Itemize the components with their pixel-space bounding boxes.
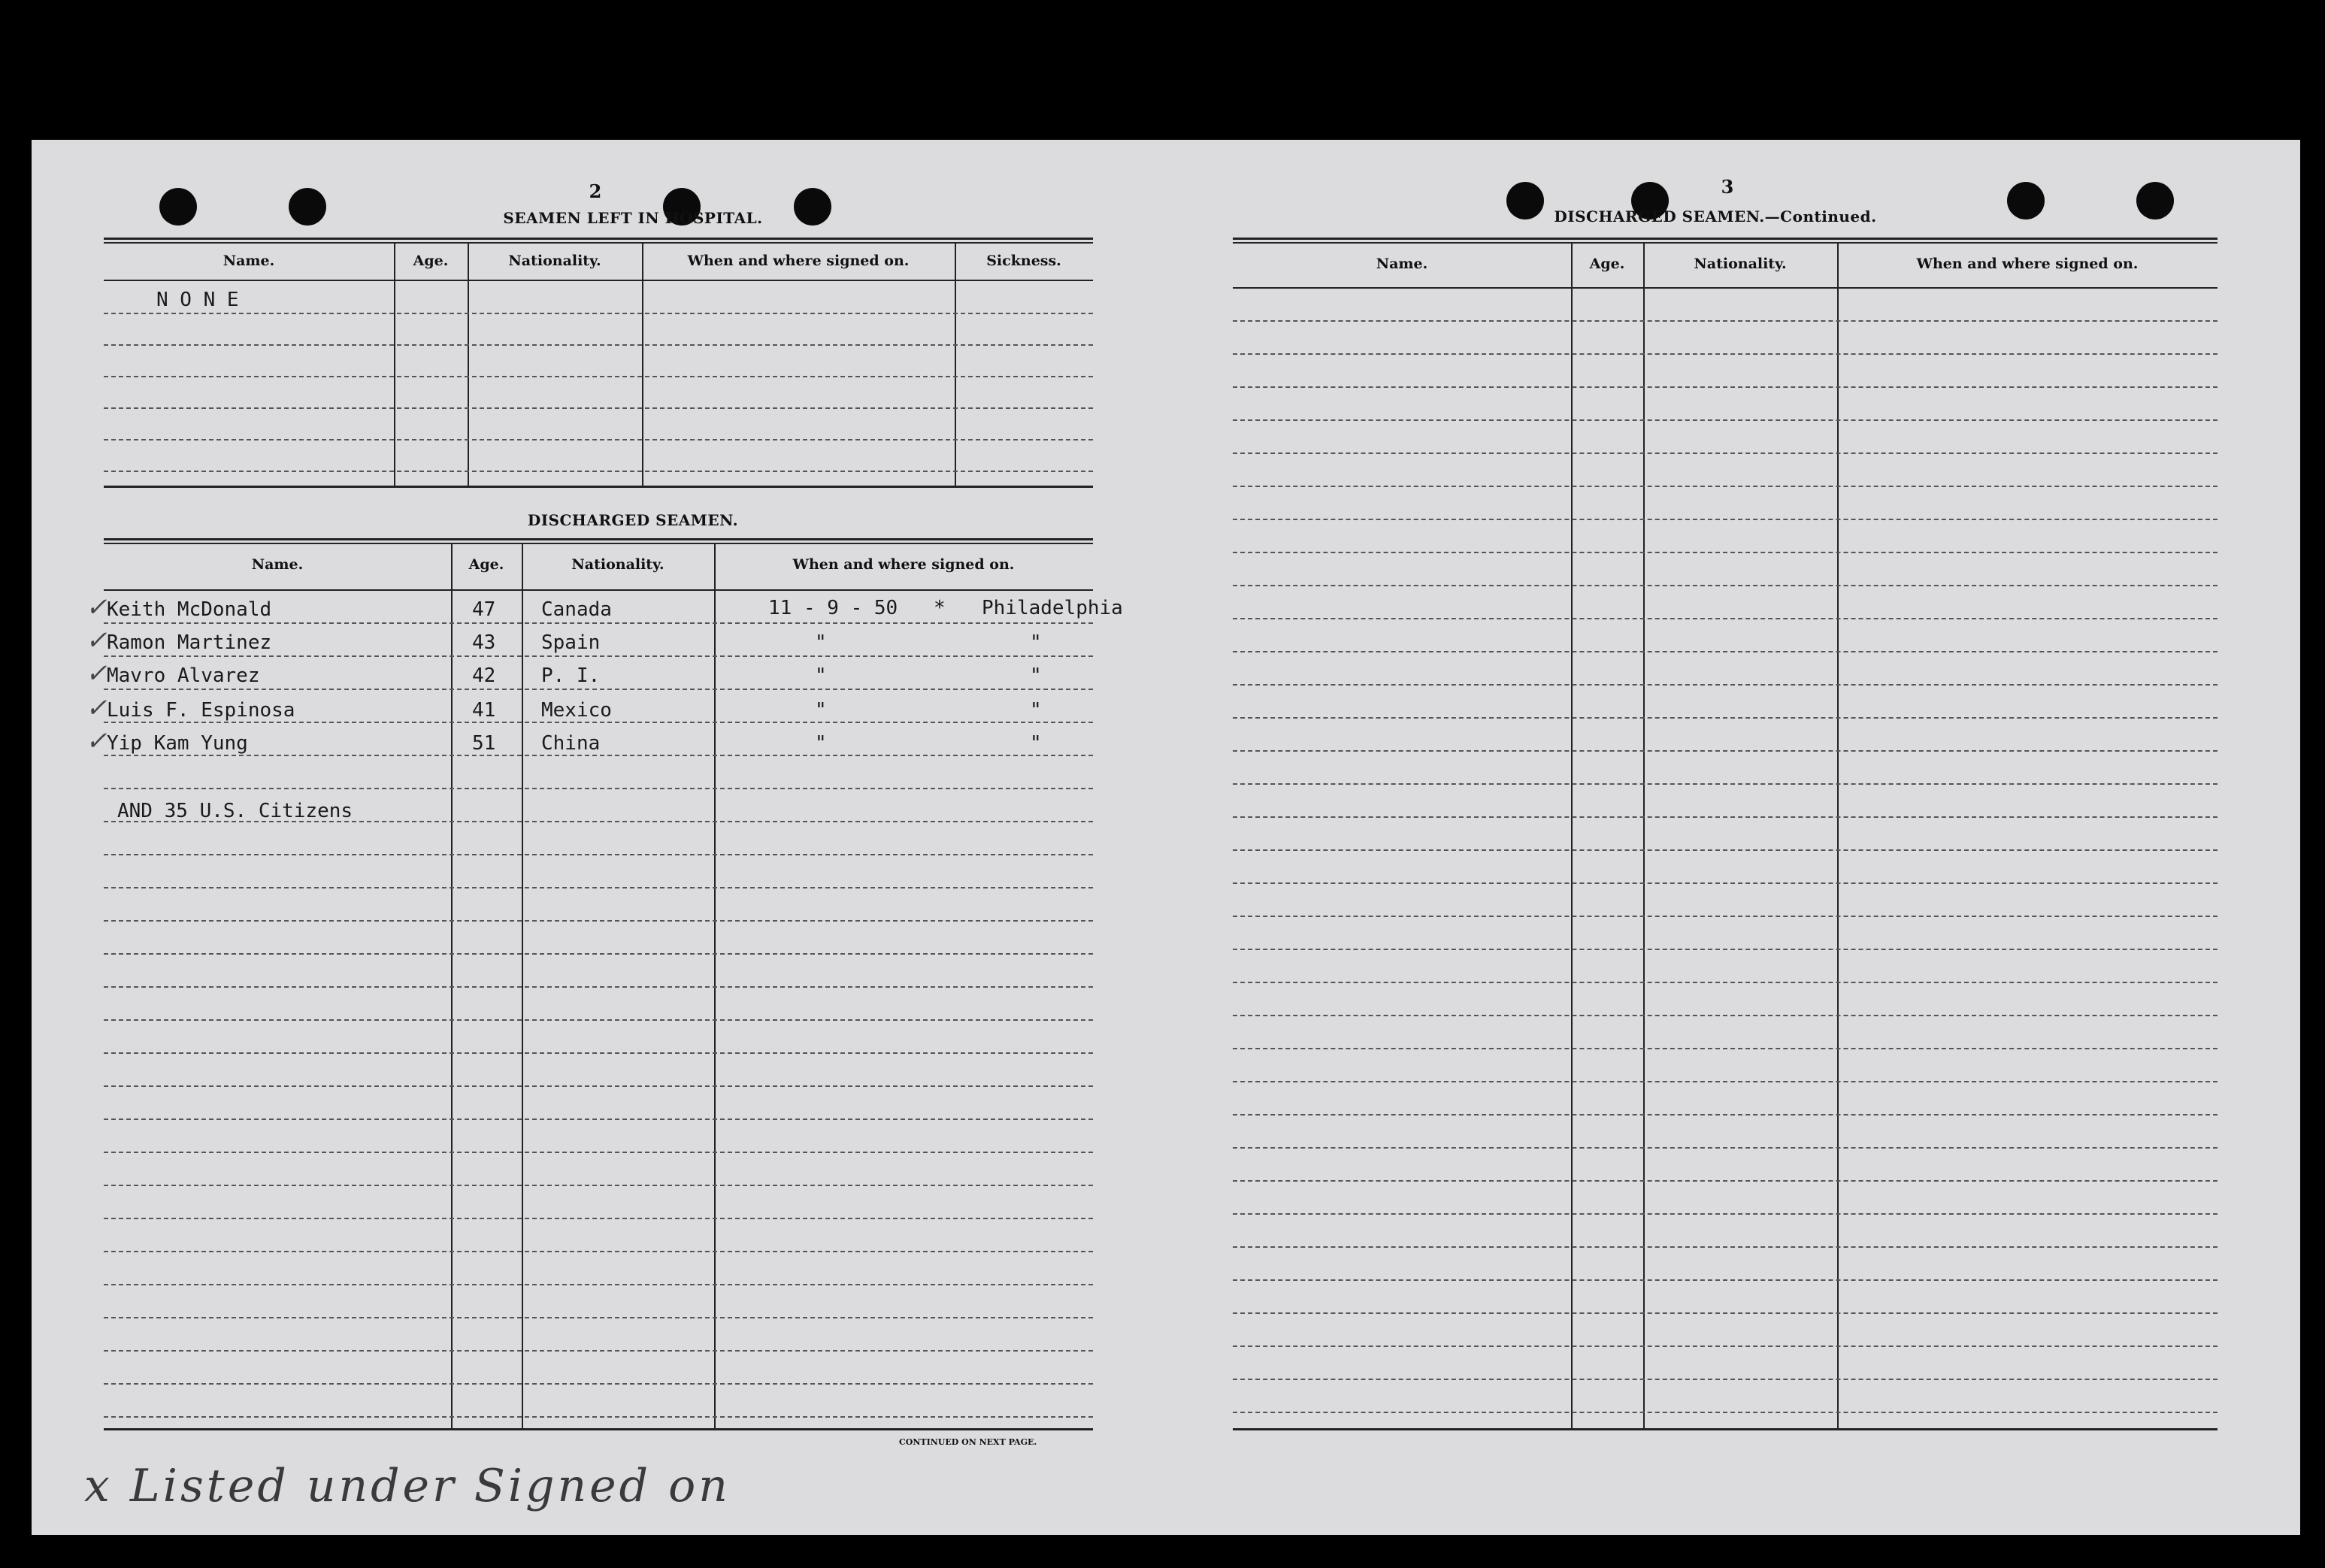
- seaman-name: Mavro Alvarez: [107, 664, 260, 687]
- punch-hole: [289, 188, 326, 226]
- hospital-table: [104, 238, 1093, 493]
- seaman-name: Yip Kam Yung: [107, 732, 248, 755]
- signed-place: Philadelphia: [982, 597, 1123, 619]
- check-mark: ✓: [86, 693, 107, 723]
- column-header-age: Age.: [1589, 256, 1625, 272]
- seaman-nationality: Mexico: [541, 699, 612, 722]
- discharged-table: [86, 538, 1123, 1434]
- seaman-nationality: Spain: [541, 631, 601, 654]
- column-header-signed-on: When and where signed on.: [792, 556, 1015, 573]
- column-header-sickness: Sickness.: [986, 253, 1061, 269]
- check-mark: ✓: [86, 726, 107, 756]
- signed-place: ": [1030, 664, 1042, 687]
- signed-date: 11 - 9 - 50: [768, 597, 898, 619]
- seaman-nationality: Canada: [541, 598, 612, 621]
- discharged-continued-title: DISCHARGED SEAMEN.—Continued.: [1554, 207, 1877, 226]
- column-header-age: Age.: [413, 253, 449, 269]
- column-header-signed-on: When and where signed on.: [1916, 256, 2139, 272]
- seaman-nationality: P. I.: [541, 664, 601, 687]
- column-header-name: Name.: [1376, 256, 1428, 272]
- ledger-page: [32, 140, 2300, 1535]
- signed-place: ": [1030, 631, 1042, 654]
- seaman-name: Ramon Martinez: [107, 631, 272, 654]
- check-mark: ✓: [86, 625, 107, 655]
- seaman-nationality: China: [541, 732, 601, 755]
- continued-footer: CONTINUED ON NEXT PAGE.: [899, 1437, 1037, 1447]
- signed-date: ": [815, 699, 827, 722]
- seaman-age: 47: [472, 598, 496, 621]
- column-header-name: Name.: [251, 556, 304, 573]
- signed-place: ": [1030, 699, 1042, 722]
- signed-date: ": [815, 631, 827, 654]
- page-number: 3: [1721, 176, 1734, 198]
- punch-hole: [2136, 182, 2174, 219]
- citizens-note: AND 35 U.S. Citizens: [117, 800, 353, 822]
- hospital-entry: N O N E: [156, 289, 239, 311]
- column-header-signed-on: When and where signed on.: [687, 253, 910, 269]
- discharged-section-title: DISCHARGED SEAMEN.: [527, 511, 739, 529]
- signed-asterisk: *: [934, 597, 946, 619]
- column-header-age: Age.: [468, 556, 504, 573]
- seaman-name: Keith McDonald: [107, 598, 272, 621]
- column-header-nationality: Nationality.: [1694, 256, 1787, 272]
- column-header-nationality: Nationality.: [508, 253, 601, 269]
- punch-hole: [2007, 182, 2045, 219]
- seaman-age: 41: [472, 699, 496, 722]
- signed-date: ": [815, 732, 827, 755]
- hospital-section-title: SEAMEN LEFT IN HOSPITAL.: [503, 209, 763, 227]
- page-number: 2: [589, 180, 602, 202]
- column-header-name: Name.: [223, 253, 275, 269]
- discharged-continued-table: [1233, 238, 2218, 1434]
- signed-place: ": [1030, 732, 1042, 755]
- punch-hole: [159, 188, 197, 226]
- seaman-age: 43: [472, 631, 496, 654]
- signed-date: ": [815, 664, 827, 687]
- column-header-nationality: Nationality.: [571, 556, 665, 573]
- seaman-age: 51: [472, 732, 496, 755]
- handwritten-note: x Listed under Signed on: [84, 1460, 731, 1512]
- check-mark: ✓: [86, 592, 107, 622]
- seaman-name: Luis F. Espinosa: [107, 699, 295, 722]
- seaman-age: 42: [472, 664, 496, 687]
- check-mark: ✓: [86, 658, 107, 689]
